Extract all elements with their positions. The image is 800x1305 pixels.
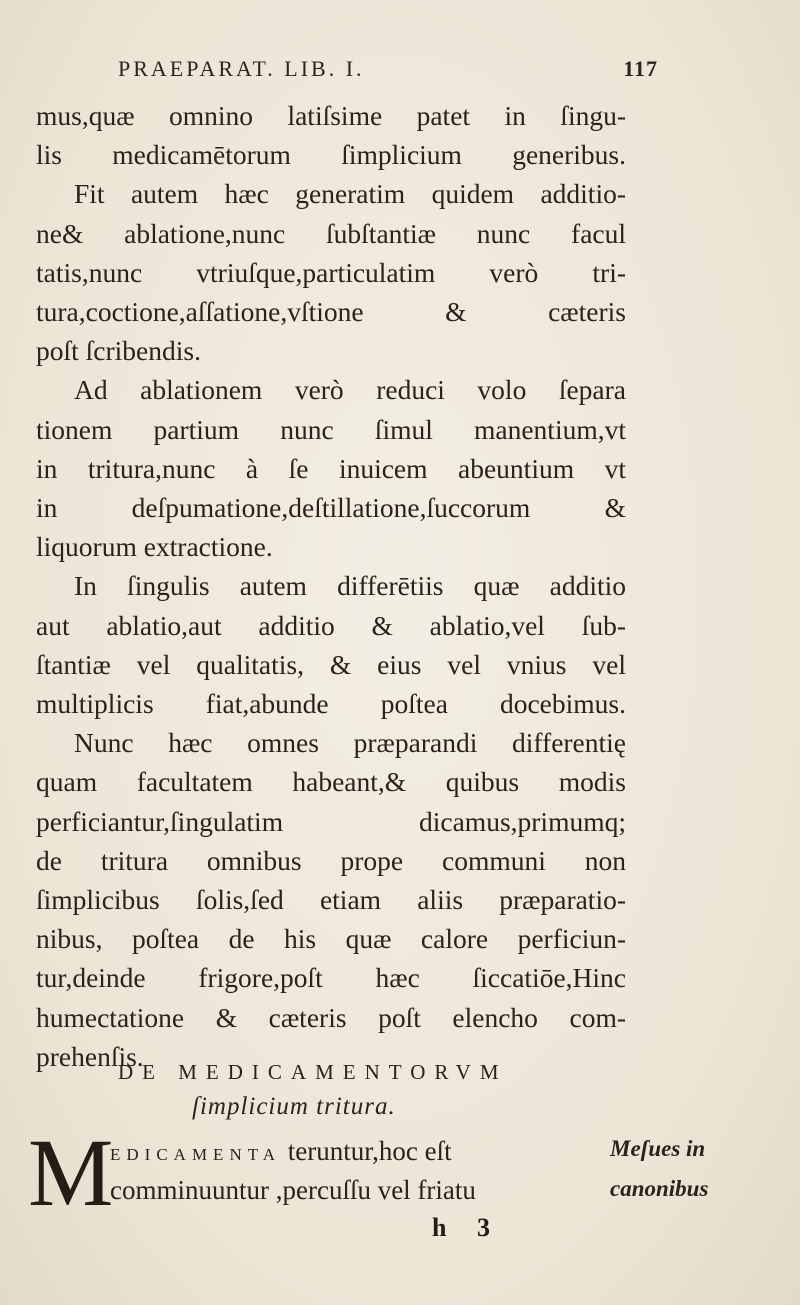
text-line: in deſpumatione,deſtillatione,ſuccorum & <box>36 492 626 524</box>
text-line: mus,quæ omnino latiſsime patet in ſingu- <box>36 100 626 131</box>
text-line: tur,deinde frigore,poſt hæc ſiccatiōe,Hinc <box>36 962 626 994</box>
text-line: aut ablatio,aut additio & ablatio,vel ſub- <box>36 609 626 641</box>
text-line: ne& ablatione,nunc ſubſtantiæ nunc facul <box>36 217 626 249</box>
text-line: Nunc hæc omnes præparandi differentię <box>74 727 626 759</box>
section-heading: DE MEDICAMENTORVM <box>118 1060 508 1084</box>
text-line: de tritura omnibus prope communi non <box>36 844 626 876</box>
running-head <box>118 56 658 82</box>
text-line: humectatione & cæteris poſt elencho com- <box>36 1001 626 1033</box>
text-line: nibus, poſtea de his quæ calore perficiun- <box>36 923 626 955</box>
margin-note: canonibus <box>610 1176 709 1201</box>
running-head-title: PRAEPARAT. LIB. I. <box>118 56 365 81</box>
body-text <box>36 96 626 1076</box>
signature-mark: h 3 <box>432 1213 502 1242</box>
margin-note: Meſues in <box>610 1136 706 1161</box>
text-line: ſtantiæ vel qualitatis, & eius vel vnius vel <box>36 648 626 680</box>
text-line: Ad ablationem verò reduci volo ſepara <box>74 374 626 406</box>
text-line: prehenſis. <box>36 1040 144 1072</box>
text-line: poſt ſcribendis. <box>36 335 201 367</box>
page-number: 117 <box>623 56 658 81</box>
section-subheading: ſimplicium tritura. <box>192 1093 396 1120</box>
text-line: tatis,nunc vtriuſque,particulatim verò tri- <box>36 256 626 288</box>
text-line: tura,coctione,aſſatione,vſtione & cæteris <box>36 296 626 328</box>
opening-word: EDICAMENTA <box>110 1145 282 1164</box>
text-line: lis medicamētorum ſimplicium generibus. <box>36 139 626 171</box>
text-line: ſimplicibus ſolis,ſed etiam aliis præparatio- <box>36 884 626 916</box>
text-line: multiplicis fiat,abunde poſtea docebimus. <box>36 688 626 720</box>
text-line: quam facultatem habeant,& quibus modis <box>36 766 626 798</box>
opening-line-1 <box>110 1136 602 1167</box>
text-line: liquorum extractione. <box>36 531 273 563</box>
text-line: tionem partium nunc ſimul manentium,vt <box>36 413 626 445</box>
text-line: In ſingulis autem differētiis quæ additio <box>74 570 626 602</box>
text-line: in tritura,nunc à ſe inuicem abeuntium vt <box>36 452 626 484</box>
opening-line-1-rest: teruntur,hoc eſt <box>281 1136 452 1166</box>
opening-line-2: comminuuntur ,percuſſu vel friatu <box>110 1175 476 1205</box>
drop-cap: M <box>28 1119 114 1226</box>
text-line: Fit autem hæc generatim quidem additio- <box>74 178 626 210</box>
text-line: perficiantur,ſingulatim dicamus,primumq; <box>36 805 626 837</box>
